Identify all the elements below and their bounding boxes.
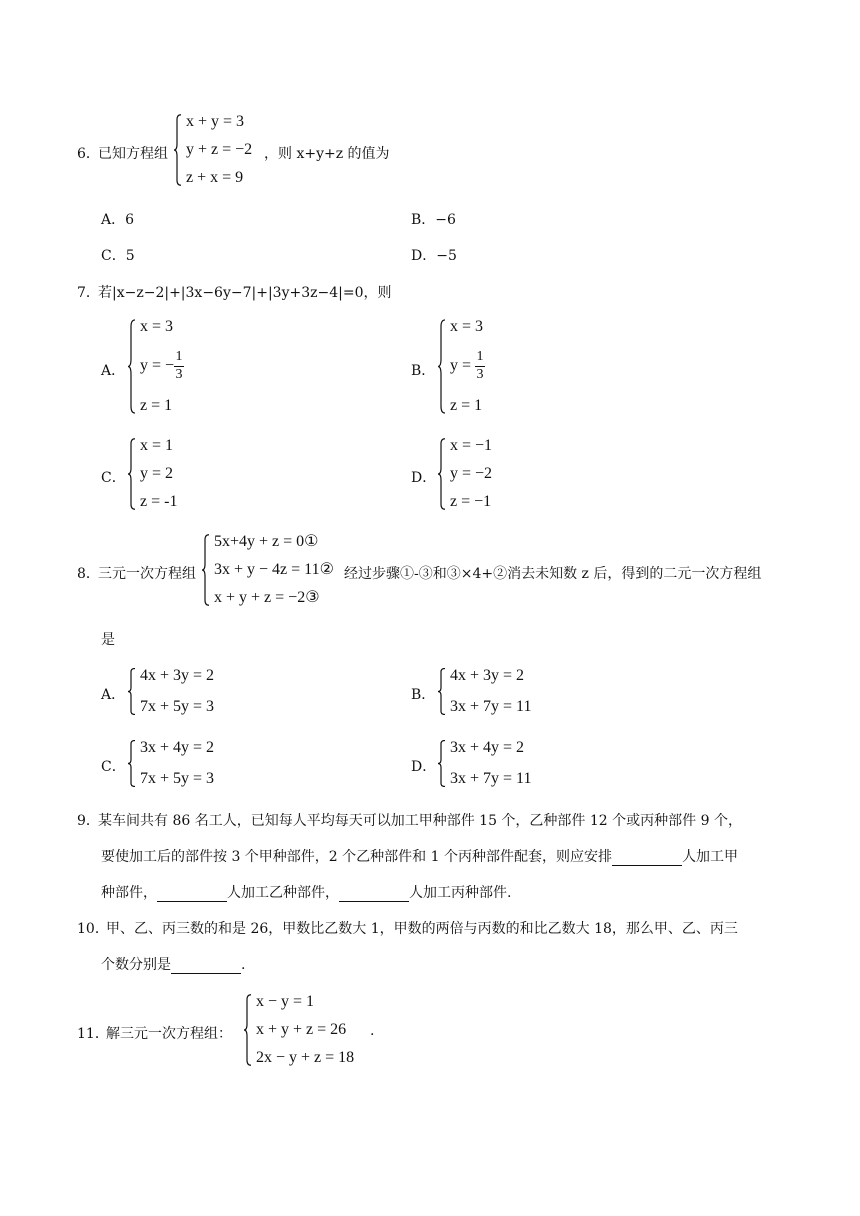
equation: 4x + 3y = 2 xyxy=(140,667,215,684)
option-c-label: C． xyxy=(101,759,126,775)
fraction: $\frac{1}{3}$ xyxy=(175,349,183,382)
question-number: 8． xyxy=(77,566,100,582)
option-b-label: B． xyxy=(411,687,436,703)
option-a: A．6 xyxy=(101,212,135,228)
question-tail: 是 xyxy=(101,632,115,648)
brace-icon xyxy=(438,438,446,510)
equation: y + z = −2 xyxy=(186,141,253,158)
question-number: 7． xyxy=(77,285,100,301)
question-number: 10． xyxy=(77,921,109,937)
equation: y = − $\frac{1}{3}$ xyxy=(140,349,183,382)
question-prefix: 解三元一次方程组： xyxy=(106,1026,232,1042)
equation: 5x+4y + z = 0① xyxy=(214,533,319,550)
question-suffix: 经过步骤①-③和③×4+②消去未知数 z 后，得到的二元一次方程组 xyxy=(344,566,762,582)
question-text: 种部件， 人加工乙种部件， 人加工丙种部件. xyxy=(101,885,512,901)
option-c-system xyxy=(128,438,177,510)
option-b-label: B． xyxy=(411,363,436,379)
option-b-system xyxy=(438,668,531,715)
equation: y = −2 xyxy=(450,465,493,482)
option-d-system xyxy=(438,438,492,510)
question-suffix: ，则 x+y+z 的值为 xyxy=(264,146,390,162)
equation: x + y + z = 26 xyxy=(256,1021,347,1038)
equation: x = −1 xyxy=(450,437,493,454)
brace-icon xyxy=(438,319,446,414)
equation: 7x + 5y = 3 xyxy=(140,698,215,715)
question-text: 要使加工后的部件按 3 个甲种部件，2 个乙种部件和 1 个丙种部件配套，则应安排 人加工甲 xyxy=(101,849,738,865)
brace-icon xyxy=(128,668,136,715)
option-b-system xyxy=(438,319,485,414)
brace-icon xyxy=(128,740,136,787)
equation: x + y = 3 xyxy=(186,113,245,130)
equation: 3x + 7y = 11 xyxy=(450,698,532,715)
equation: x = 3 xyxy=(140,318,174,335)
option-a-system xyxy=(128,668,214,715)
answer-blank[interactable] xyxy=(171,959,241,974)
equation: 3x + 4y = 2 xyxy=(140,739,215,756)
option-d: D．−5 xyxy=(411,248,457,264)
brace-icon xyxy=(128,319,136,414)
equation: x = 3 xyxy=(450,318,484,335)
equation: 3x + 7y = 11 xyxy=(450,770,532,787)
equation: z = 1 xyxy=(140,397,173,414)
equation: 2x − y + z = 18 xyxy=(256,1049,355,1066)
option-a-label: A． xyxy=(101,687,126,703)
equation: 7x + 5y = 3 xyxy=(140,770,215,787)
question-prefix: 已知方程组 xyxy=(98,146,168,162)
option-b: B．−6 xyxy=(411,212,456,228)
brace-icon xyxy=(128,438,136,510)
question-text: 个数分别是 . xyxy=(101,957,246,973)
equation-system xyxy=(174,114,252,186)
question-text: 甲、乙、丙三数的和是 26，甲数比乙数大 1，甲数的两倍与丙数的和比乙数大 18，那么甲、乙、丙三 xyxy=(106,921,738,937)
equation: x − y = 1 xyxy=(256,993,315,1010)
brace-icon xyxy=(438,668,446,715)
equation: x = 1 xyxy=(140,437,174,454)
question-stem: 若|x−z−2|+|3x−6y−7|+|3y+3z−4|=0，则 xyxy=(98,285,392,301)
option-d-system xyxy=(438,740,531,787)
option-c-system xyxy=(128,740,214,787)
brace-icon xyxy=(438,740,446,787)
equation: 4x + 3y = 2 xyxy=(450,667,525,684)
equation: y = $\frac{1}{3}$ xyxy=(450,349,484,382)
brace-icon xyxy=(174,114,182,186)
option-d-label: D． xyxy=(411,470,437,486)
equation: 3x + y − 4z = 11② xyxy=(214,561,334,578)
equation-system xyxy=(202,534,334,606)
option-d-label: D． xyxy=(411,759,437,775)
equation: 3x + 4y = 2 xyxy=(450,739,525,756)
answer-blank[interactable] xyxy=(339,887,409,902)
equation: z = 1 xyxy=(450,397,483,414)
question-number: 11． xyxy=(77,1026,109,1042)
answer-blank[interactable] xyxy=(157,887,227,902)
answer-blank[interactable] xyxy=(612,851,682,866)
fraction: $\frac{1}{3}$ xyxy=(476,349,484,382)
equation: y = 2 xyxy=(140,465,174,482)
question-suffix: . xyxy=(370,1023,375,1039)
equation: x + y + z = −2③ xyxy=(214,589,320,606)
equation: z = −1 xyxy=(450,493,492,510)
question-text: 某车间共有 86 名工人，已知每人平均每天可以加工甲种部件 15 个，乙种部件 12 个或丙种部件 9 个， xyxy=(98,813,742,829)
option-c: C．5 xyxy=(101,248,135,264)
option-a-label: A． xyxy=(101,363,126,379)
option-a-system xyxy=(128,319,184,414)
question-number: 9． xyxy=(77,813,100,829)
question-number: 6． xyxy=(77,146,100,162)
brace-icon xyxy=(244,994,252,1066)
equation: z = -1 xyxy=(140,493,178,510)
option-c-label: C． xyxy=(101,470,126,486)
equation: z + x = 9 xyxy=(186,169,244,186)
equation-system xyxy=(244,994,354,1066)
brace-icon xyxy=(202,534,210,606)
question-prefix: 三元一次方程组 xyxy=(98,566,196,582)
